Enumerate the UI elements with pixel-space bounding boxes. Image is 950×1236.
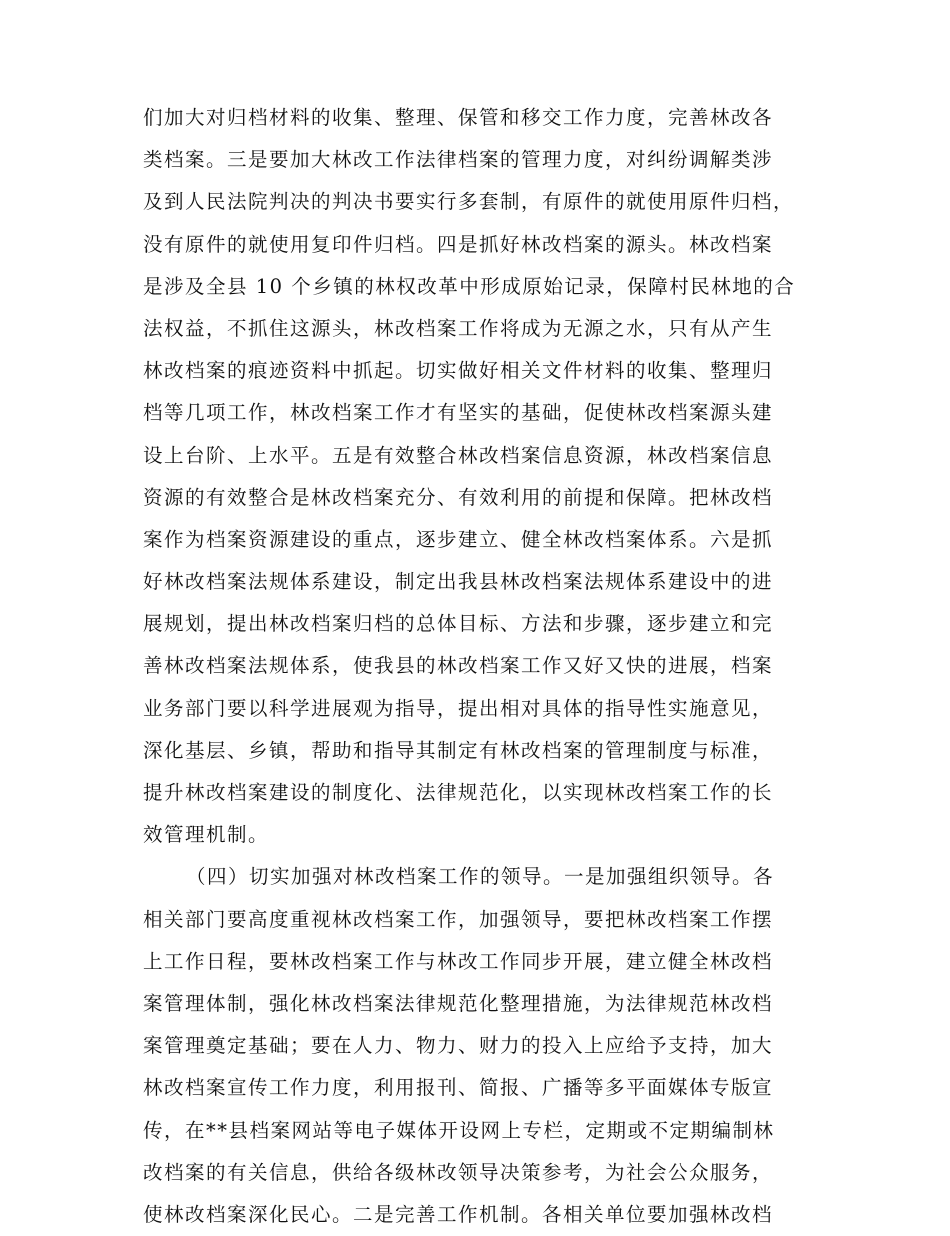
text-line: 改档案的有关信息，供给各级林改领导决策参考，为社会公众服务， — [143, 1160, 774, 1184]
text-line: 案作为档案资源建设的重点，逐步建立、健全林改档案体系。六是抓 — [143, 527, 774, 551]
text-line: 提升林改档案建设的制度化、法律规范化，以实现林改档案工作的长 — [143, 781, 774, 804]
text-line: 及到人民法院判决的判决书要实行多套制，有原件的就使用原件归档， — [143, 190, 795, 214]
text-line: 好林改档案法规体系建设，制定出我县林改档案法规体系建设中的进 — [143, 570, 774, 594]
text-line: 善林改档案法规体系，使我县的林改档案工作又好又快的进展，档案 — [143, 654, 774, 678]
text-line: 案管理奠定基础；要在人力、物力、财力的投入上应给予支持，加大 — [143, 1034, 774, 1058]
section-heading-line: （四）切实加强对林改档案工作的领导。一是加强组织领导。各 — [186, 865, 775, 889]
text-line: 资源的有效整合是林改档案充分、有效利用的前提和保障。把林改档 — [143, 485, 774, 509]
text-line: 类档案。三是要加大林改工作法律档案的管理力度，对纠纷调解类涉 — [143, 148, 774, 172]
text-line: 使林改档案深化民心。二是完善工作机制。各相关单位要加强林改档 — [143, 1202, 774, 1226]
text-line: 相关部门要高度重视林改档案工作，加强领导，要把林改档案工作摆 — [143, 907, 774, 931]
text-line: 案管理体制，强化林改档案法律规范化整理措施，为法律规范林改档 — [143, 991, 774, 1015]
text-line: 档等几项工作，林改档案工作才有坚实的基础，促使林改档案源头建 — [143, 401, 774, 425]
text-line: 林改档案宣传工作力度，利用报刊、简报、广播等多平面媒体专版宣 — [143, 1076, 774, 1100]
text-line: 传，在**县档案网站等电子媒体开设网上专栏，定期或不定期编制林 — [143, 1118, 775, 1142]
text-line: 是涉及全县 10 个乡镇的林权改革中形成原始记录，保障村民林地的合 — [143, 274, 796, 298]
body-text — [143, 97, 803, 1236]
text-line: 效管理机制。 — [143, 823, 270, 847]
text-line: 业务部门要以科学进展观为指导，提出相对具体的指导性实施意见， — [143, 696, 774, 720]
text-line: 林改档案的痕迹资料中抓起。切实做好相关文件材料的收集、整理归 — [143, 359, 774, 383]
text-line: 设上台阶、上水平。五是有效整合林改档案信息资源，林改档案信息 — [143, 443, 774, 467]
text-line: 深化基层、乡镇，帮助和指导其制定有林改档案的管理制度与标准， — [143, 738, 774, 762]
text-line: 没有原件的就使用复印件归档。四是抓好林改档案的源头。林改档案 — [143, 232, 774, 256]
text-line: 上工作日程，要林改档案工作与林改工作同步开展，建立健全林改档 — [143, 949, 774, 973]
text-line: 法权益，不抓住这源头，林改档案工作将成为无源之水，只有从产生 — [143, 316, 774, 340]
text-line: 展规划，提出林改档案归档的总体目标、方法和步骤，逐步建立和完 — [143, 612, 774, 636]
text-line: 们加大对归档材料的收集、整理、保管和移交工作力度，完善林改各 — [143, 106, 774, 129]
